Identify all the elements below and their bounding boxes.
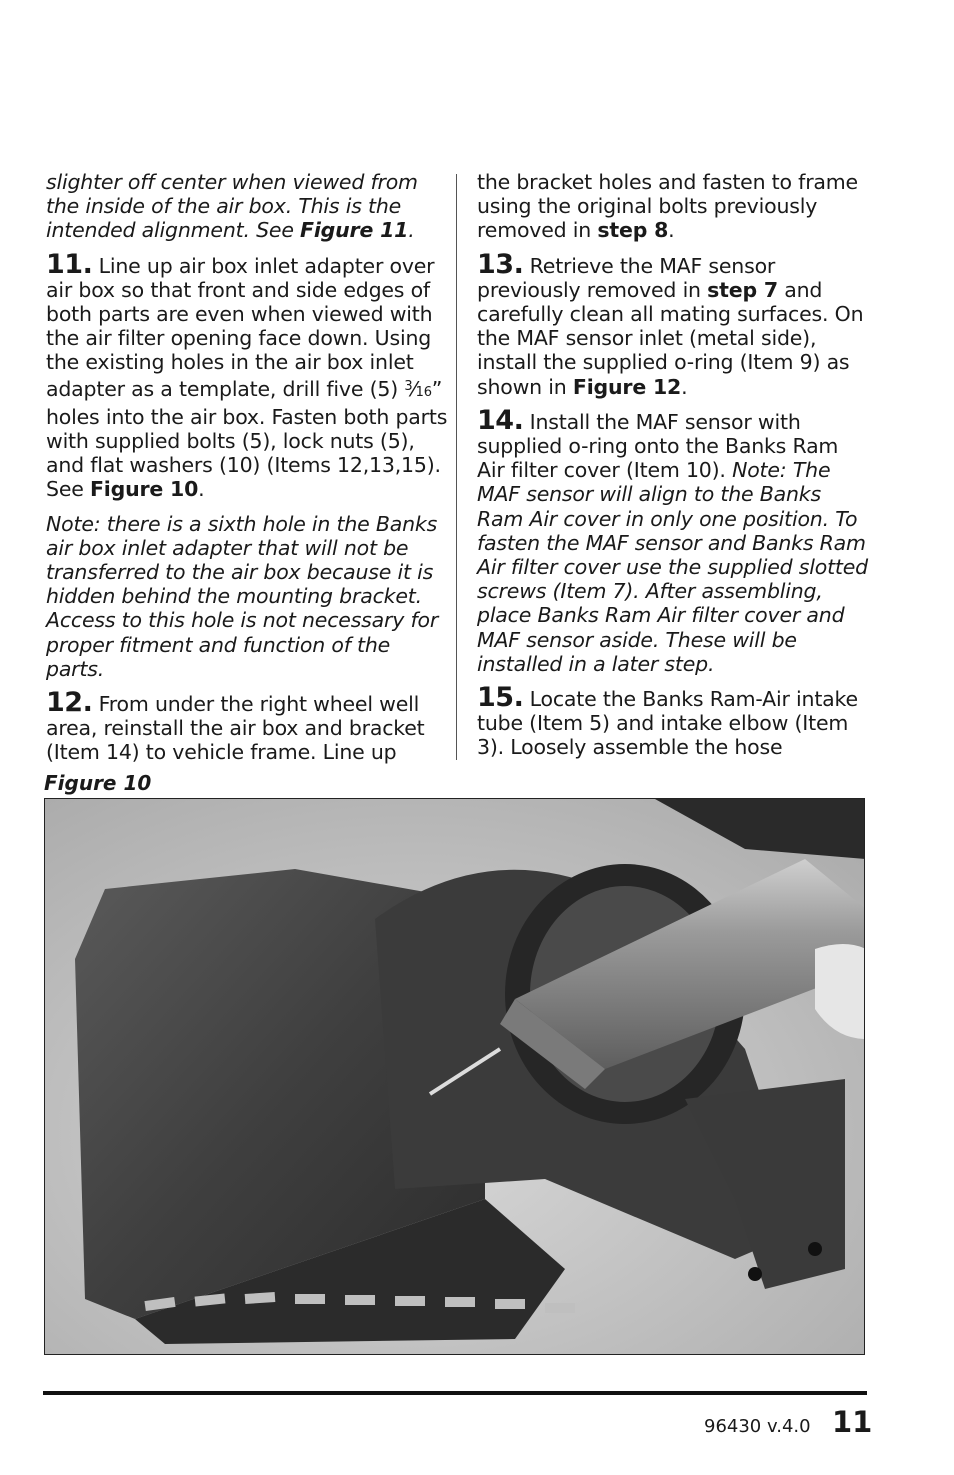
bracket-hole [808, 1242, 822, 1256]
step-13: 13. Retrieve the MAF sensor previously removed in step 7 and carefully clean all mating surfaces. On the MAF sensor inlet (metal side), install the supplied o-ring (Item 9) as shown in Figure 12. [477, 248, 864, 399]
fraction-denominator: 16 [415, 384, 432, 400]
footer-rule [43, 1391, 867, 1395]
step-14-note: Note: The MAF sensor will align to the Banks Ram Air cover in only one position. To fasten the MAF sensor and Banks Ram Air filter cover use the supplied slotted screws (Item 7). After assembling, place Banks Ram Air filter cover and MAF sensor aside. These will be installed in a later step. [477, 458, 868, 676]
left-column [46, 170, 448, 775]
intro-paragraph-left: slighter off center when viewed from the inside of the air box. This is the intended alignment. See Figure 11. [46, 170, 418, 243]
step-8-ref: step 8 [597, 218, 669, 243]
figure-12-ref: Figure 12 [572, 374, 682, 399]
step-number: 14. [477, 404, 524, 436]
page-number: 11 [832, 1405, 873, 1439]
step-number: 13. [477, 248, 524, 280]
step-number: 11. [46, 248, 93, 280]
figure-11-ref: Figure 11 [300, 218, 409, 243]
step-7-ref: step 7 [707, 277, 778, 302]
step-number: 12. [46, 687, 93, 719]
intro-paragraph-right: the bracket holes and fasten to frame using the original bolts previously removed in step 8. [477, 170, 858, 243]
step-15: 15. Locate the Banks Ram-Air intake tube (Item 5) and intake elbow (Item 3). Loosely assemble the hose [477, 682, 858, 760]
figure-10-ref: Figure 10 [89, 477, 199, 502]
figure-10-photo [44, 798, 865, 1355]
column-divider [456, 174, 457, 760]
drilling-air-box-illustration [45, 799, 865, 1355]
bracket-hole [748, 1267, 762, 1281]
document-id: 96430 v.4.0 [704, 1416, 811, 1437]
step-11: 11. Line up air box inlet adapter over air box so that front and side edges of both parts are even when viewed with the air filter opening face down. Using the existing holes in the air box inlet adapter as a template, drill five (5) $^3$⁄16” holes into the air box. Fasten both parts with supplied bolts (5), lock nuts (5), and flat washers (10) (Items 12,13,15). See Figure 10. [46, 248, 448, 502]
step-12: 12. From under the right wheel well area, reinstall the air box and bracket (Item 14) to vehicle frame. Line up [46, 687, 425, 765]
figure-caption: Figure 10 [44, 771, 152, 795]
step-14: 14. Install the MAF sensor with supplied o-ring onto the Banks Ram Air filter cover (Item 10). Note: The MAF sensor will align to the Banks Ram Air cover in only one position. To fasten the MAF sensor and Banks Ram Air filter cover use the supplied slotted screws (Item 7). After assembling, place Banks Ram Air filter cover and MAF sensor aside. These will be installed in a later step. [477, 404, 868, 676]
step-number: 15. [477, 682, 524, 714]
right-column [477, 170, 872, 770]
note-paragraph: Note: there is a sixth hole in the Banks air box inlet adapter that will not be transferred to the air box because it is hidden behind the mounting bracket. Access to this hole is not necessary for proper fitment and function of the parts. [46, 511, 439, 681]
fraction-numerator: 3 [404, 378, 413, 394]
